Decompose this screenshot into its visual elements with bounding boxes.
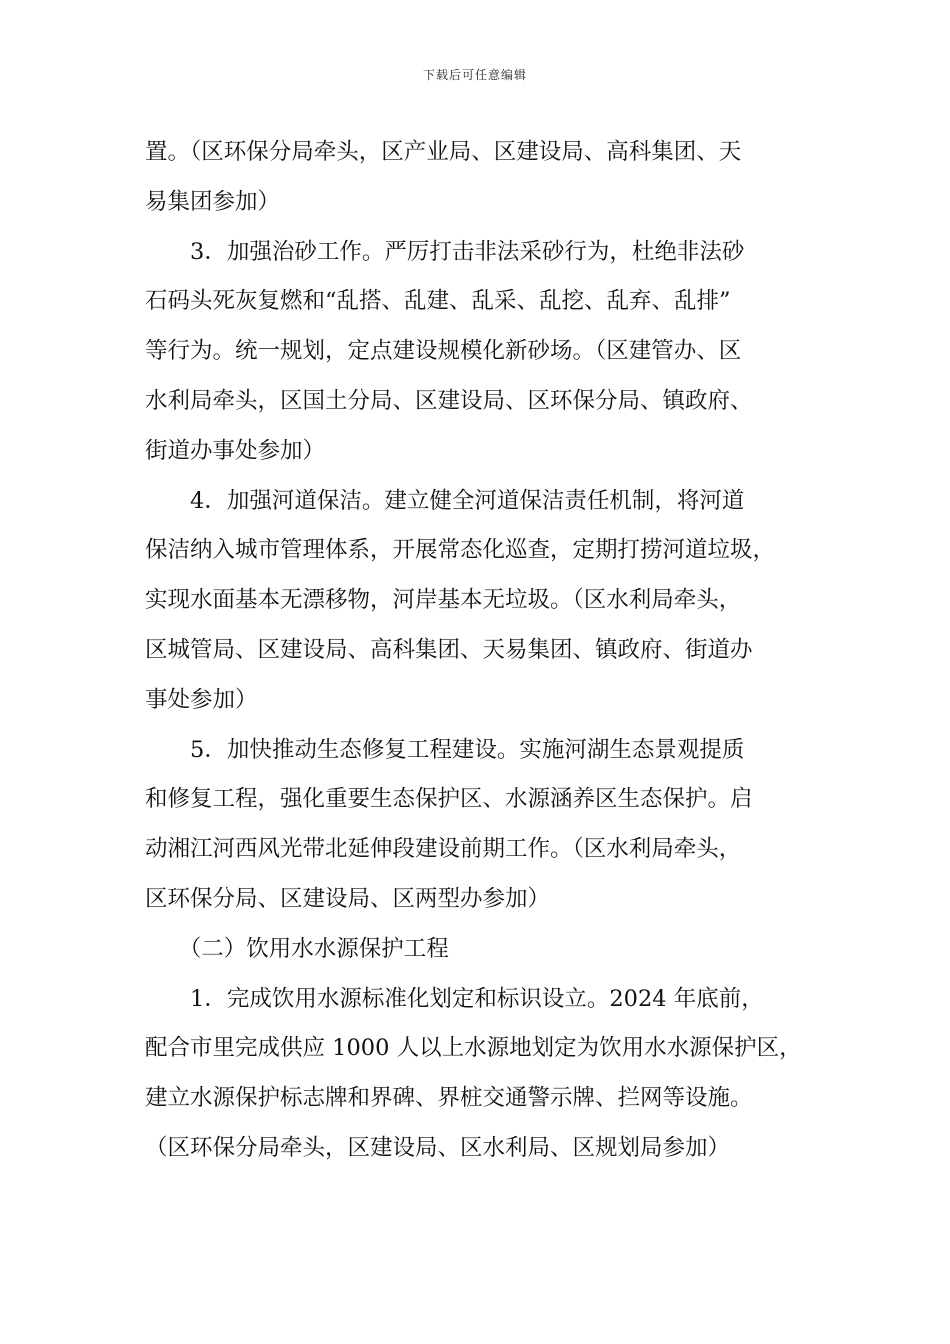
paragraph-intro-continuation: 置。（区环保分局牵头，区产业局、区建设局、高科集团、天 易集团参加）: [145, 139, 742, 215]
paragraph-item-1-water-source-marking: 1．完成饮用水源标准化划定和标识设立。2024 年底前， 配合市里完成供应 1000 人以上水源地划定为饮用水水源保护区， 建立水源保护标志牌和界碑、界桩交通警示牌、拦网等设施。 （区环保分局牵头，区建设局、区水利局、区规划局参加）: [145, 985, 802, 1161]
section-heading-water-source: （二）饮用水水源保护工程: [145, 935, 449, 962]
page-header: 下载后可任意编辑: [422, 68, 527, 82]
paragraph-item-5-eco-restoration: 5．加快推动生态修复工程建设。实施河湖生态景观提质 和修复工程，强化重要生态保护区、水源涵养区生态保护。启 动湘江河西风光带北延伸段建设前期工作。（区水利局牵头， 区环保分局、区建设局、区两型办参加）: [145, 736, 753, 912]
document-body: [145, 128, 820, 1174]
paragraph-item-3-sand-control: 3．加强治砂工作。严厉打击非法采砂行为，杜绝非法砂 石码头死灰复燃和“乱搭、乱建、乱采、乱挖、乱弃、乱排” 等行为。统一规划，定点建设规模化新砂场。（区建管办、区 水利局牵头，区国土分局、区建设局、区环保分局、镇政府、 街道办事处参加）: [145, 238, 753, 464]
paragraph-item-4-river-cleaning: 4．加强河道保洁。建立健全河道保洁责任机制，将河道 保洁纳入城市管理体系，开展常态化巡查，定期打捞河道垃圾， 实现水面基本无漂移物，河岸基本无垃圾。（区水利局牵头， 区城管局、区建设局、高科集团、天易集团、镇政府、街道办 事处参加）: [145, 487, 776, 713]
